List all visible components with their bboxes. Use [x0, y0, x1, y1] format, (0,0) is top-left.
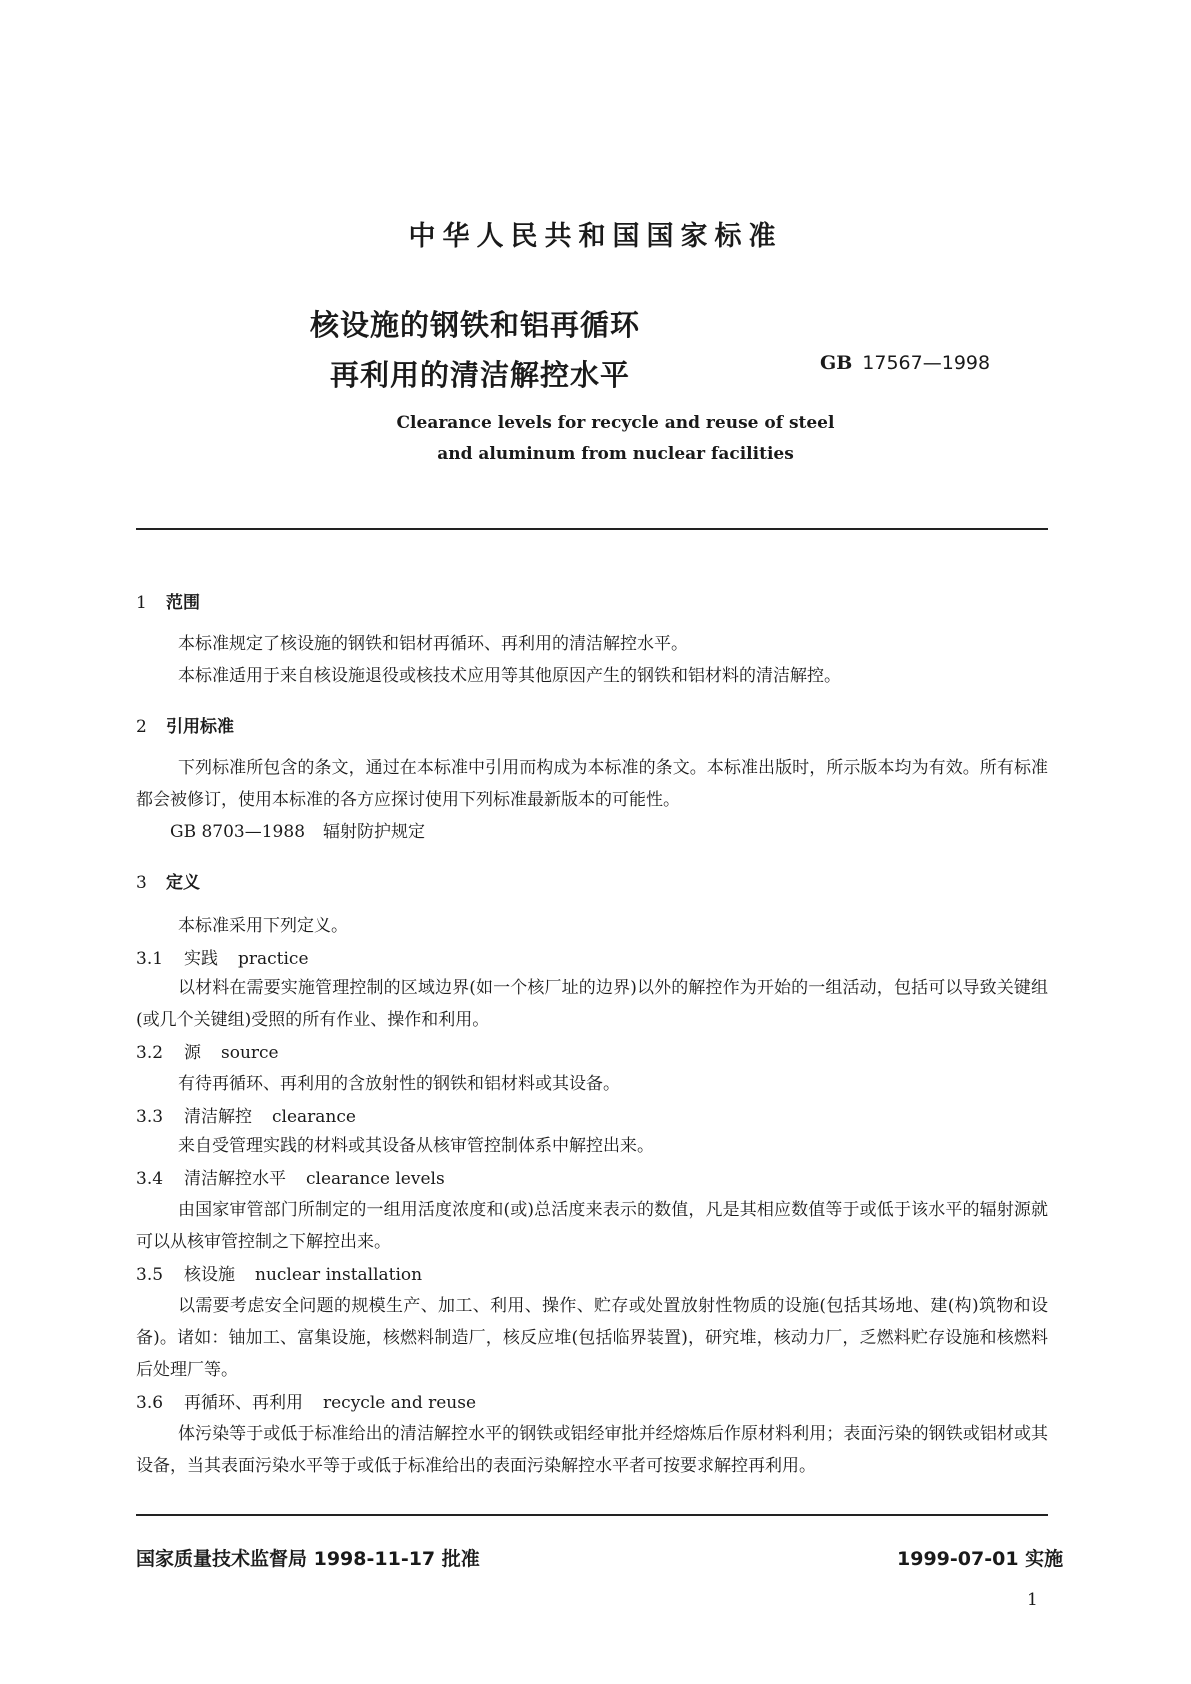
term-en: clearance — [272, 1107, 356, 1127]
standard-code — [820, 352, 990, 374]
page-number: 1 — [1027, 1590, 1038, 1610]
term-zh: 源 — [184, 1043, 201, 1063]
term-zh: 清洁解控 — [184, 1107, 252, 1127]
definition-3-1-text: 以材料在需要实施管理控制的区域边界(如一个核厂址的边界)以外的解控作为开始的一组活动，包括可以导致关键组(或几个关键组)受照的所有作业、操作和利用。 — [136, 978, 1048, 1030]
definition-number: 3.5 — [136, 1265, 164, 1285]
gb-prefix: GB — [820, 352, 853, 374]
section-1-paragraph-1: 本标准规定了核设施的钢铁和铝材再循环、再利用的清洁解控水平。 — [178, 634, 688, 654]
definition-number: 3.4 — [136, 1169, 164, 1189]
definition-3-5-term — [136, 1260, 422, 1285]
definition-3-4-term — [136, 1164, 445, 1189]
section-title: 引用标准 — [166, 717, 234, 737]
referenced-standard — [170, 816, 425, 848]
definition-number: 3.1 — [136, 949, 164, 969]
term-zh: 实践 — [184, 949, 218, 969]
term-en: source — [221, 1043, 279, 1063]
definition-3-6-term — [136, 1388, 476, 1413]
definition-3-3-text: 来自受管理实践的材料或其设备从核审管控制体系中解控出来。 — [178, 1136, 654, 1156]
footer-divider — [136, 1514, 1048, 1516]
section-1-paragraph-2: 本标准适用于来自核设施退役或核技术应用等其他原因产生的钢铁和铝材料的清洁解控。 — [178, 666, 841, 686]
section-number: 3 — [136, 873, 147, 893]
definition-number: 3.3 — [136, 1107, 164, 1127]
definition-number: 3.6 — [136, 1393, 164, 1413]
term-zh: 再循环、再利用 — [184, 1393, 303, 1413]
definition-3-5-text: 以需要考虑安全问题的规模生产、加工、利用、操作、贮存或处置放射性物质的设施(包括其场地、建(构)筑物和设备)。诸如：铀加工、富集设施，核燃料制造厂，核反应堆(包括临界装置)，研究堆，核动力厂，乏燃料贮存设施和核燃料后处理厂等。 — [136, 1296, 1048, 1380]
english-title-line1: Clearance levels for recycle and reuse of steel — [396, 413, 835, 433]
header-divider — [136, 528, 1048, 530]
section-title: 范围 — [166, 593, 200, 613]
definition-number: 3.2 — [136, 1043, 164, 1063]
definition-3-6-text: 体污染等于或低于标准给出的清洁解控水平的钢铁或铝经审批并经熔炼后作原材料利用；表面污染的钢铁或铝材或其设备，当其表面污染水平等于或低于标准给出的表面污染解控水平者可按要求解控再利用。 — [136, 1424, 1048, 1476]
definition-3-3-term — [136, 1102, 356, 1127]
term-en: recycle and reuse — [323, 1393, 477, 1413]
section-number: 1 — [136, 593, 147, 613]
document-title-line1: 核设施的钢铁和铝再循环 — [310, 308, 641, 342]
section-1-heading — [136, 588, 200, 613]
term-zh: 清洁解控水平 — [184, 1169, 286, 1189]
section-3-intro: 本标准采用下列定义。 — [178, 916, 348, 936]
approval-info: 国家质量技术监督局 1998-11-17 批准 — [136, 1548, 480, 1570]
national-standard-heading: 中华人民共和国国家标准 — [408, 221, 783, 252]
english-title-line2: and aluminum from nuclear facilities — [437, 444, 794, 464]
section-2-heading — [136, 712, 234, 737]
section-number: 2 — [136, 717, 147, 737]
term-en: nuclear installation — [255, 1265, 423, 1285]
section-title: 定义 — [166, 873, 200, 893]
term-en: clearance levels — [306, 1169, 445, 1189]
definition-3-4-text: 由国家审管部门所制定的一组用活度浓度和(或)总活度来表示的数值，凡是其相应数值等于或低于该水平的辐射源就可以从核审管控制之下解控出来。 — [136, 1200, 1048, 1252]
gb-number: 17567—1998 — [862, 352, 991, 374]
ref-title: 辐射防护规定 — [323, 822, 426, 842]
ref-code: GB 8703—1988 — [170, 822, 306, 842]
term-en: practice — [238, 949, 309, 969]
document-title-line2: 再利用的清洁解控水平 — [330, 358, 631, 392]
definition-3-1-term — [136, 944, 309, 969]
section-2-paragraph: 下列标准所包含的条文，通过在本标准中引用而构成为本标准的条文。本标准出版时，所示版本均为有效。所有标准都会被修订，使用本标准的各方应探讨使用下列标准最新版本的可能性。 — [136, 758, 1048, 810]
term-zh: 核设施 — [184, 1265, 235, 1285]
definition-3-2-term — [136, 1038, 279, 1063]
definition-3-2-text: 有待再循环、再利用的含放射性的钢铁和铝材料或其设备。 — [178, 1074, 620, 1094]
section-3-heading — [136, 868, 200, 893]
implementation-date: 1999-07-01 实施 — [897, 1548, 1064, 1570]
